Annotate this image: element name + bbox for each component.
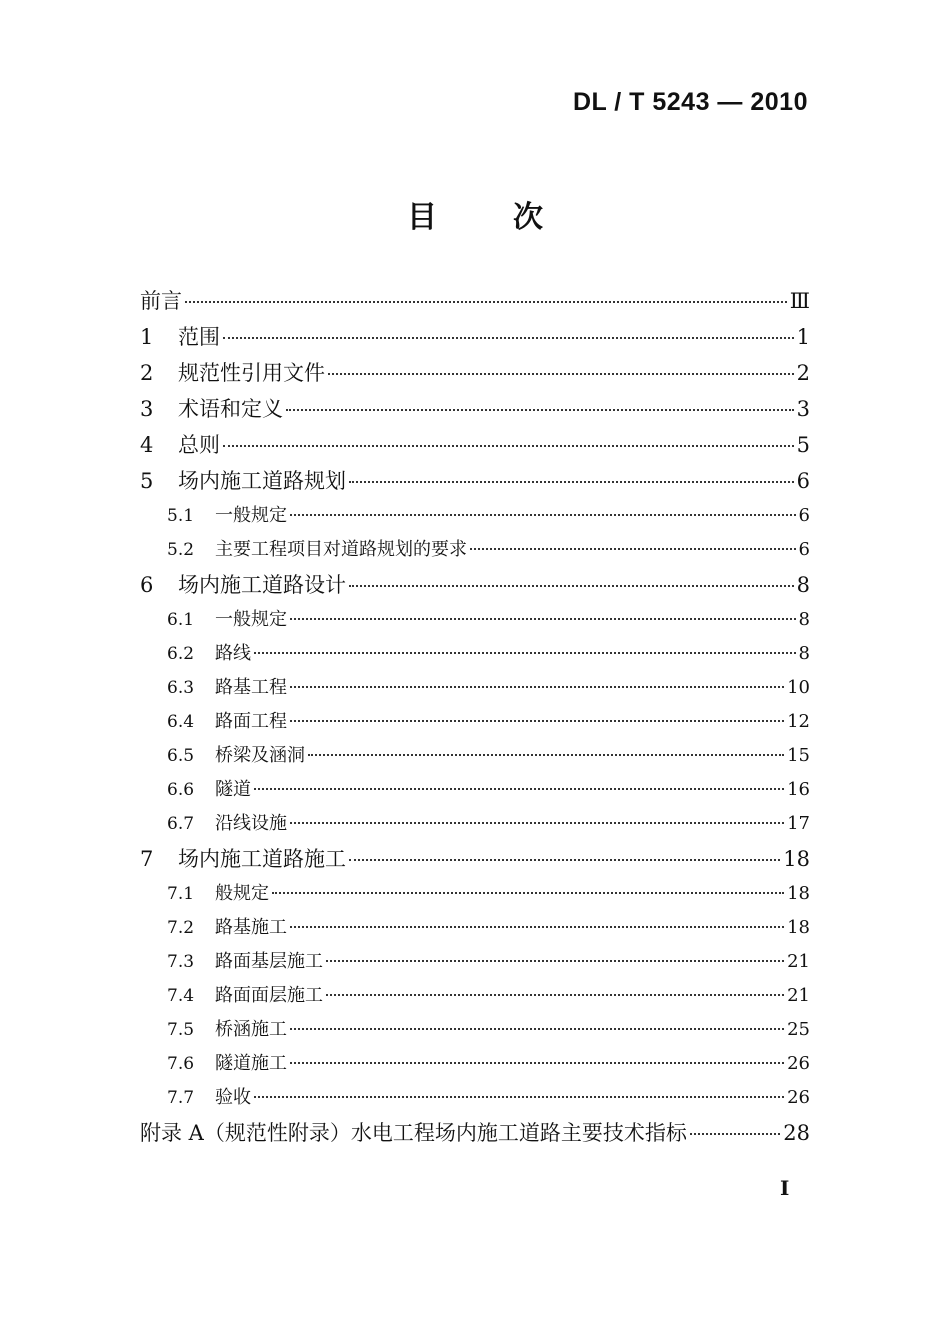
toc-leader-dots <box>272 892 784 894</box>
toc-entry[interactable] <box>140 605 810 639</box>
toc-entry-page: 16 <box>787 779 810 800</box>
toc-entry-number: 7.7 <box>167 1088 195 1108</box>
toc-entry-page: 21 <box>787 985 810 1006</box>
toc-leader-dots <box>286 409 794 411</box>
toc-leader-dots <box>290 514 796 516</box>
toc-leader-dots <box>328 373 794 375</box>
toc-leader-dots <box>349 481 794 483</box>
toc-entry-number: 6.3 <box>167 678 195 698</box>
toc-entry[interactable] <box>140 393 810 429</box>
toc-leader-dots <box>326 960 784 962</box>
toc-entry-number: 7.6 <box>167 1054 195 1074</box>
toc-entry-page: 5 <box>796 433 810 457</box>
toc-entry-label: 隧道 <box>215 779 251 800</box>
toc-entry-number: 7.5 <box>167 1020 195 1040</box>
toc-leader-dots <box>308 754 784 756</box>
toc-entry-label: 路线 <box>215 643 251 664</box>
toc-entry-number: 6.1 <box>167 610 195 630</box>
toc-leader-dots <box>185 301 787 303</box>
toc-entry-page: 18 <box>787 883 810 904</box>
toc-entry-number: 6.7 <box>167 814 195 834</box>
toc-entry-number: 2 <box>140 361 154 385</box>
toc-entry-number: 5.2 <box>167 540 195 560</box>
toc-entry-number: 5 <box>140 469 154 493</box>
toc-entry[interactable] <box>140 639 810 673</box>
toc-entry-number: 7 <box>140 847 154 871</box>
toc-entry[interactable] <box>140 1117 810 1153</box>
toc-entry-page: 26 <box>787 1053 810 1074</box>
toc-entry[interactable] <box>140 321 810 357</box>
toc-entry[interactable] <box>140 981 810 1015</box>
toc-entry-number: 7.1 <box>167 884 195 904</box>
toc-entry-page: 18 <box>783 847 810 871</box>
toc-entry-number: 1 <box>140 325 154 349</box>
toc-entry-label: 场内施工道路规划 <box>178 469 346 493</box>
toc-entry-label: 术语和定义 <box>178 397 283 421</box>
toc-entry-number: 6.5 <box>167 746 195 766</box>
toc-entry[interactable] <box>140 809 810 843</box>
toc-entry[interactable] <box>140 947 810 981</box>
toc-entry-label: 场内施工道路施工 <box>178 847 346 871</box>
toc-leader-dots <box>254 652 796 654</box>
toc-entry[interactable] <box>140 501 810 535</box>
toc-leader-dots <box>223 445 794 447</box>
toc-leader-dots <box>326 994 784 996</box>
toc-entry-label: 一般规定 <box>215 609 287 630</box>
toc-leader-dots <box>254 788 784 790</box>
toc-entry[interactable] <box>140 1083 810 1117</box>
toc-leader-dots <box>290 686 784 688</box>
toc-leader-dots <box>470 548 796 550</box>
toc-title <box>0 192 950 236</box>
table-of-contents <box>140 285 810 1153</box>
toc-entry-label: 范围 <box>178 325 220 349</box>
toc-entry[interactable] <box>140 879 810 913</box>
toc-entry-number: 6.6 <box>167 780 195 800</box>
toc-entry[interactable] <box>140 1049 810 1083</box>
toc-entry-label: 前言 <box>140 289 182 313</box>
standard-number: DL / T 5243 — 2010 <box>572 88 808 116</box>
toc-entry[interactable] <box>140 535 810 569</box>
toc-entry-label: 沿线设施 <box>215 813 287 834</box>
toc-entry-page: 3 <box>796 397 810 421</box>
toc-entry-page: 17 <box>787 813 810 834</box>
toc-entry-page: 8 <box>798 643 810 664</box>
toc-entry-page: 12 <box>787 711 810 732</box>
toc-entry[interactable] <box>140 465 810 501</box>
toc-entry[interactable] <box>140 357 810 393</box>
toc-entry[interactable] <box>140 429 810 465</box>
toc-entry-number: 5.1 <box>167 506 195 526</box>
toc-entry[interactable] <box>140 913 810 947</box>
toc-entry[interactable] <box>140 1015 810 1049</box>
toc-leader-dots <box>290 926 784 928</box>
toc-entry-label: 路基工程 <box>215 677 287 698</box>
toc-entry-number: 6 <box>140 573 154 597</box>
toc-entry-number: 3 <box>140 397 154 421</box>
toc-leader-dots <box>290 720 784 722</box>
toc-entry-label: 附录 A（规范性附录）水电工程场内施工道路主要技术指标 <box>140 1121 687 1145</box>
page-number: I <box>780 1176 790 1200</box>
toc-entry-label: 隧道施工 <box>215 1053 287 1074</box>
toc-entry-page: 25 <box>787 1019 810 1040</box>
toc-entry-label: 场内施工道路设计 <box>178 573 346 597</box>
toc-entry-number: 6.2 <box>167 644 195 664</box>
toc-entry-label: 路基施工 <box>215 917 287 938</box>
toc-entry-page: Ⅲ <box>789 289 810 313</box>
toc-entry[interactable] <box>140 285 810 321</box>
toc-entry-page: 28 <box>783 1121 810 1145</box>
toc-entry-label: 般规定 <box>215 883 269 904</box>
toc-entry-page: 1 <box>796 325 810 349</box>
toc-entry[interactable] <box>140 741 810 775</box>
toc-entry-label: 桥涵施工 <box>215 1019 287 1040</box>
toc-entry-page: 21 <box>787 951 810 972</box>
toc-entry-number: 7.3 <box>167 952 195 972</box>
toc-entry-page: 6 <box>798 539 810 560</box>
toc-entry-label: 桥梁及涵洞 <box>215 745 305 766</box>
toc-entry[interactable] <box>140 843 810 879</box>
toc-entry-number: 7.4 <box>167 986 195 1006</box>
toc-entry[interactable] <box>140 775 810 809</box>
toc-entry[interactable] <box>140 707 810 741</box>
toc-leader-dots <box>254 1096 784 1098</box>
toc-entry-label: 总则 <box>178 433 220 457</box>
toc-entry-number: 6.4 <box>167 712 195 732</box>
toc-entry-page: 18 <box>787 917 810 938</box>
toc-title-char-2: 次 <box>513 200 543 235</box>
toc-leader-dots <box>290 822 784 824</box>
toc-entry-page: 15 <box>787 745 810 766</box>
toc-leader-dots <box>290 618 796 620</box>
toc-entry-page: 8 <box>798 609 810 630</box>
toc-leader-dots <box>290 1028 784 1030</box>
toc-entry-page: 26 <box>787 1087 810 1108</box>
toc-entry[interactable] <box>140 673 810 707</box>
toc-entry-label: 主要工程项目对道路规划的要求 <box>215 539 467 560</box>
toc-entry-label: 验收 <box>215 1087 251 1108</box>
toc-entry-page: 6 <box>798 505 810 526</box>
toc-entry-label: 一般规定 <box>215 505 287 526</box>
toc-entry[interactable] <box>140 569 810 605</box>
toc-entry-label: 路面工程 <box>215 711 287 732</box>
toc-leader-dots <box>223 337 794 339</box>
toc-leader-dots <box>349 585 794 587</box>
toc-leader-dots <box>690 1133 780 1135</box>
toc-entry-page: 10 <box>787 677 810 698</box>
toc-entry-label: 路面基层施工 <box>215 951 323 972</box>
toc-entry-page: 2 <box>796 361 810 385</box>
toc-entry-number: 7.2 <box>167 918 195 938</box>
toc-leader-dots <box>349 859 780 861</box>
toc-entry-page: 6 <box>796 469 810 493</box>
toc-entry-number: 4 <box>140 433 154 457</box>
toc-title-char-1: 目 <box>407 200 437 235</box>
toc-leader-dots <box>290 1062 784 1064</box>
toc-entry-page: 8 <box>796 573 810 597</box>
toc-entry-label: 路面面层施工 <box>215 985 323 1006</box>
toc-entry-label: 规范性引用文件 <box>178 361 325 385</box>
